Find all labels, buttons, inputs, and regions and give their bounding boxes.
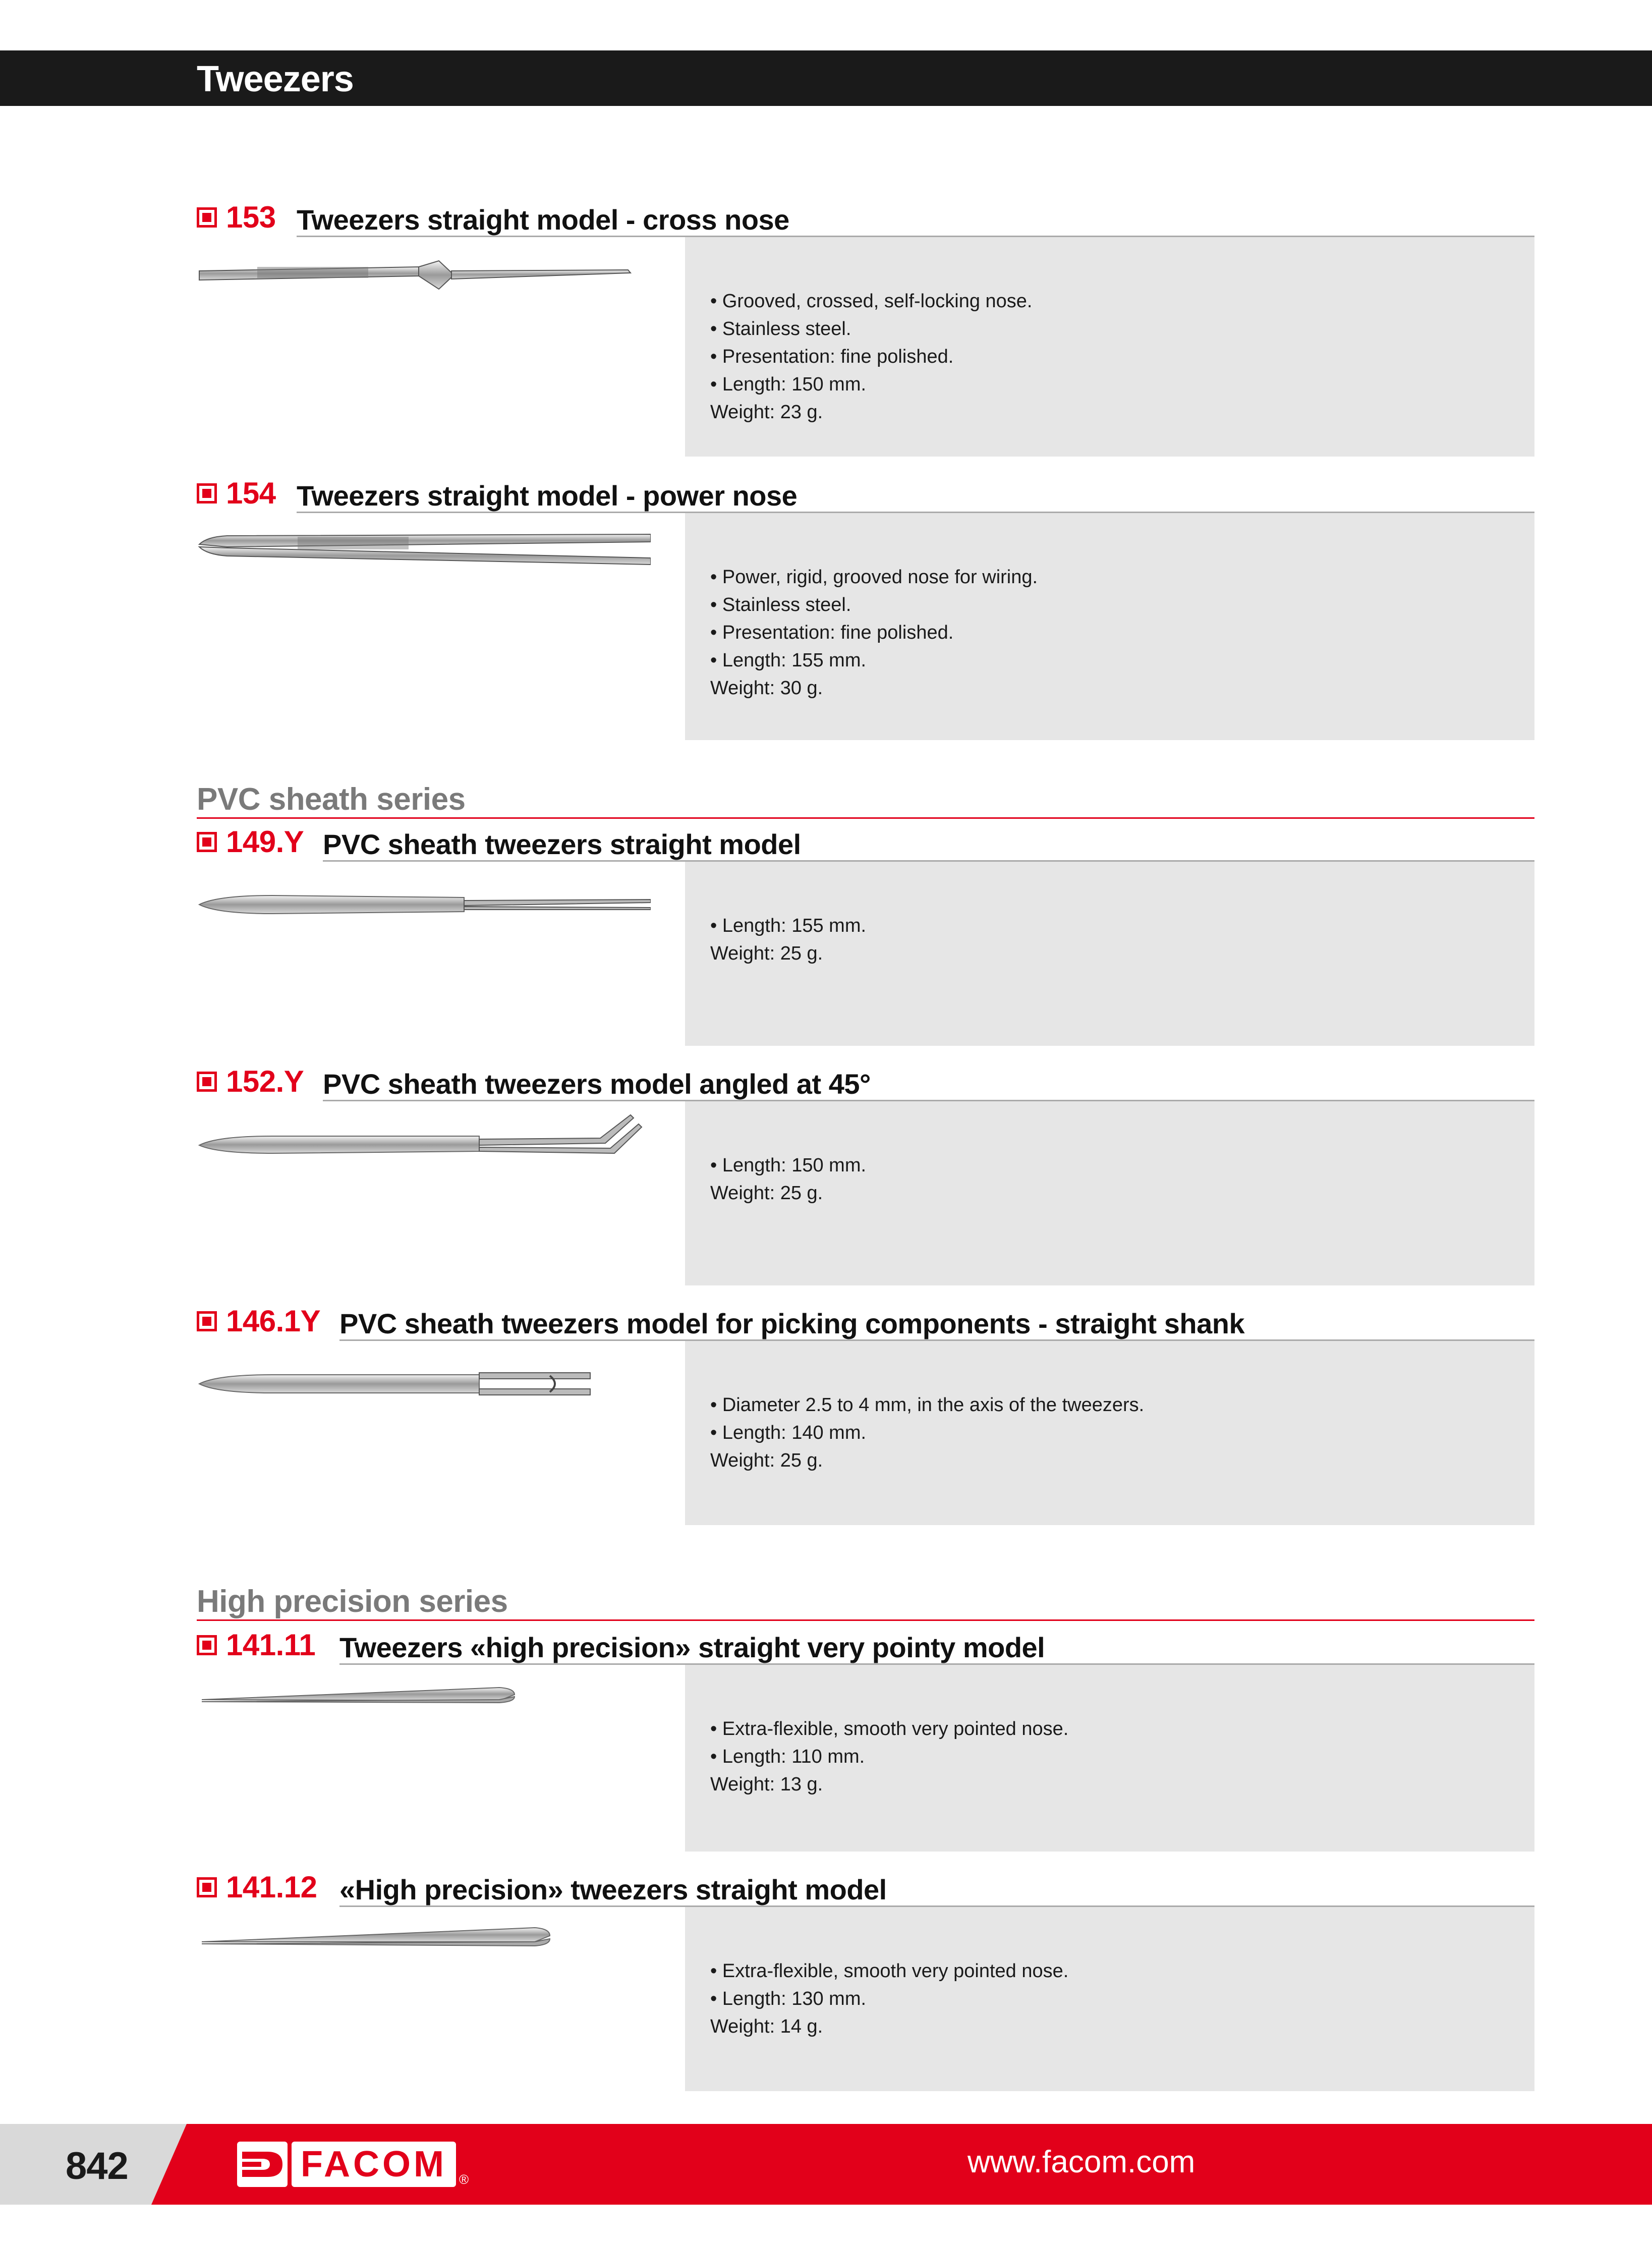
spec-line: • Power, rigid, grooved nose for wiring. <box>710 567 1038 588</box>
product-ref: 141.11 <box>226 1628 316 1662</box>
bullet-square-icon <box>197 832 217 852</box>
tweezers-cross-nose-image <box>197 241 651 342</box>
bullet-square-icon <box>197 1635 217 1655</box>
product-ref: 149.Y <box>226 825 304 859</box>
spec-line: Weight: 25 g. <box>710 1450 823 1471</box>
spec-box <box>685 513 1534 740</box>
registered-mark-icon: ® <box>459 2172 469 2187</box>
spec-line: • Length: 130 mm. <box>710 1988 867 2009</box>
product-name: Tweezers straight model - power nose <box>297 480 797 512</box>
product-154 <box>197 475 1534 699</box>
spec-line: • Length: 155 mm. <box>710 650 867 671</box>
spec-box <box>685 862 1534 1046</box>
page-title: Tweezers <box>197 59 354 99</box>
spec-list <box>685 513 1534 702</box>
spec-line: • Length: 150 mm. <box>710 374 867 395</box>
spec-line: Weight: 25 g. <box>710 1183 823 1204</box>
section-high-precision <box>197 1584 1534 1621</box>
spec-line: • Length: 155 mm. <box>710 915 867 936</box>
spec-list <box>685 1101 1534 1207</box>
section-pvc-sheath <box>197 782 1534 819</box>
spec-line: • Presentation: fine polished. <box>710 346 954 367</box>
bullet-square-icon <box>197 1877 217 1897</box>
product-header <box>197 1869 1534 1905</box>
spec-line: Weight: 14 g. <box>710 2016 823 2037</box>
tweezers-power-nose-image <box>197 517 651 618</box>
product-header <box>197 199 1534 236</box>
spec-box <box>685 1665 1534 1852</box>
tweezers-high-precision-image <box>197 1911 651 2011</box>
tweezers-pvc-picking-image <box>197 1344 651 1445</box>
section-rule <box>197 817 1534 819</box>
brand-wordmark: FACOM <box>292 2142 456 2187</box>
product-146-1y <box>197 1303 1534 1471</box>
product-149y <box>197 824 1534 964</box>
tweezers-very-pointy-image <box>197 1668 651 1769</box>
product-header <box>197 1063 1534 1100</box>
spec-line: Weight: 25 g. <box>710 943 823 964</box>
product-name: PVC sheath tweezers model for picking components - straight shank <box>339 1308 1245 1339</box>
product-ref: 141.12 <box>226 1870 317 1904</box>
page-number: 842 <box>66 2145 128 2188</box>
spec-line: Weight: 30 g. <box>710 678 823 699</box>
spec-box <box>685 1907 1534 2091</box>
product-ref: 153 <box>226 200 276 234</box>
product-header <box>197 475 1534 512</box>
facom-logo <box>237 2139 469 2190</box>
spec-list <box>685 1665 1534 1799</box>
spec-box <box>685 1341 1534 1525</box>
spec-list <box>685 237 1534 426</box>
spec-line: • Diameter 2.5 to 4 mm, in the axis of the tweezers. <box>710 1394 1145 1416</box>
section-title: PVC sheath series <box>197 782 466 817</box>
product-141-12 <box>197 1869 1534 2037</box>
product-name: «High precision» tweezers straight model <box>339 1874 887 1905</box>
page-footer <box>0 2124 1652 2205</box>
spec-line: • Length: 110 mm. <box>710 1746 865 1767</box>
spec-box <box>685 1101 1534 1285</box>
product-header <box>197 1303 1534 1339</box>
bullet-square-icon <box>197 1311 217 1331</box>
spec-line: Weight: 23 g. <box>710 402 823 423</box>
spec-list <box>685 1907 1534 2041</box>
spec-line: Weight: 13 g. <box>710 1774 823 1795</box>
bullet-square-icon <box>197 483 217 503</box>
section-title: High precision series <box>197 1584 508 1619</box>
product-141-11 <box>197 1627 1534 1795</box>
product-name: Tweezers straight model - cross nose <box>297 204 789 236</box>
header-bar <box>0 50 1652 106</box>
section-rule <box>197 1619 1534 1621</box>
spec-line: • Stainless steel. <box>710 594 851 615</box>
website-url: www.facom.com <box>967 2145 1195 2179</box>
product-header <box>197 824 1534 860</box>
product-name: PVC sheath tweezers model angled at 45° <box>323 1068 871 1100</box>
product-153 <box>197 199 1534 423</box>
spec-line: • Presentation: fine polished. <box>710 622 954 643</box>
bullet-square-icon <box>197 207 217 228</box>
spec-list <box>685 1341 1534 1475</box>
spec-list <box>685 862 1534 968</box>
tweezers-pvc-straight-image <box>197 865 651 966</box>
spec-line: • Grooved, crossed, self-locking nose. <box>710 291 1033 312</box>
spec-line: • Length: 140 mm. <box>710 1422 867 1443</box>
spec-line: • Extra-flexible, smooth very pointed nose. <box>710 1718 1069 1740</box>
product-ref: 146.1Y <box>226 1304 321 1338</box>
spec-box <box>685 237 1534 457</box>
spec-line: • Length: 150 mm. <box>710 1155 867 1176</box>
product-header <box>197 1627 1534 1663</box>
bullet-square-icon <box>197 1072 217 1092</box>
product-ref: 152.Y <box>226 1064 304 1098</box>
product-name: Tweezers «high precision» straight very pointy model <box>339 1632 1045 1663</box>
spec-line: • Stainless steel. <box>710 318 851 340</box>
product-ref: 154 <box>226 476 276 510</box>
facom-wrench-icon <box>237 2142 288 2187</box>
product-152y <box>197 1063 1534 1204</box>
product-name: PVC sheath tweezers straight model <box>323 828 801 860</box>
spec-line: • Extra-flexible, smooth very pointed nose. <box>710 1960 1069 1982</box>
tweezers-pvc-angled-image <box>197 1105 651 1206</box>
